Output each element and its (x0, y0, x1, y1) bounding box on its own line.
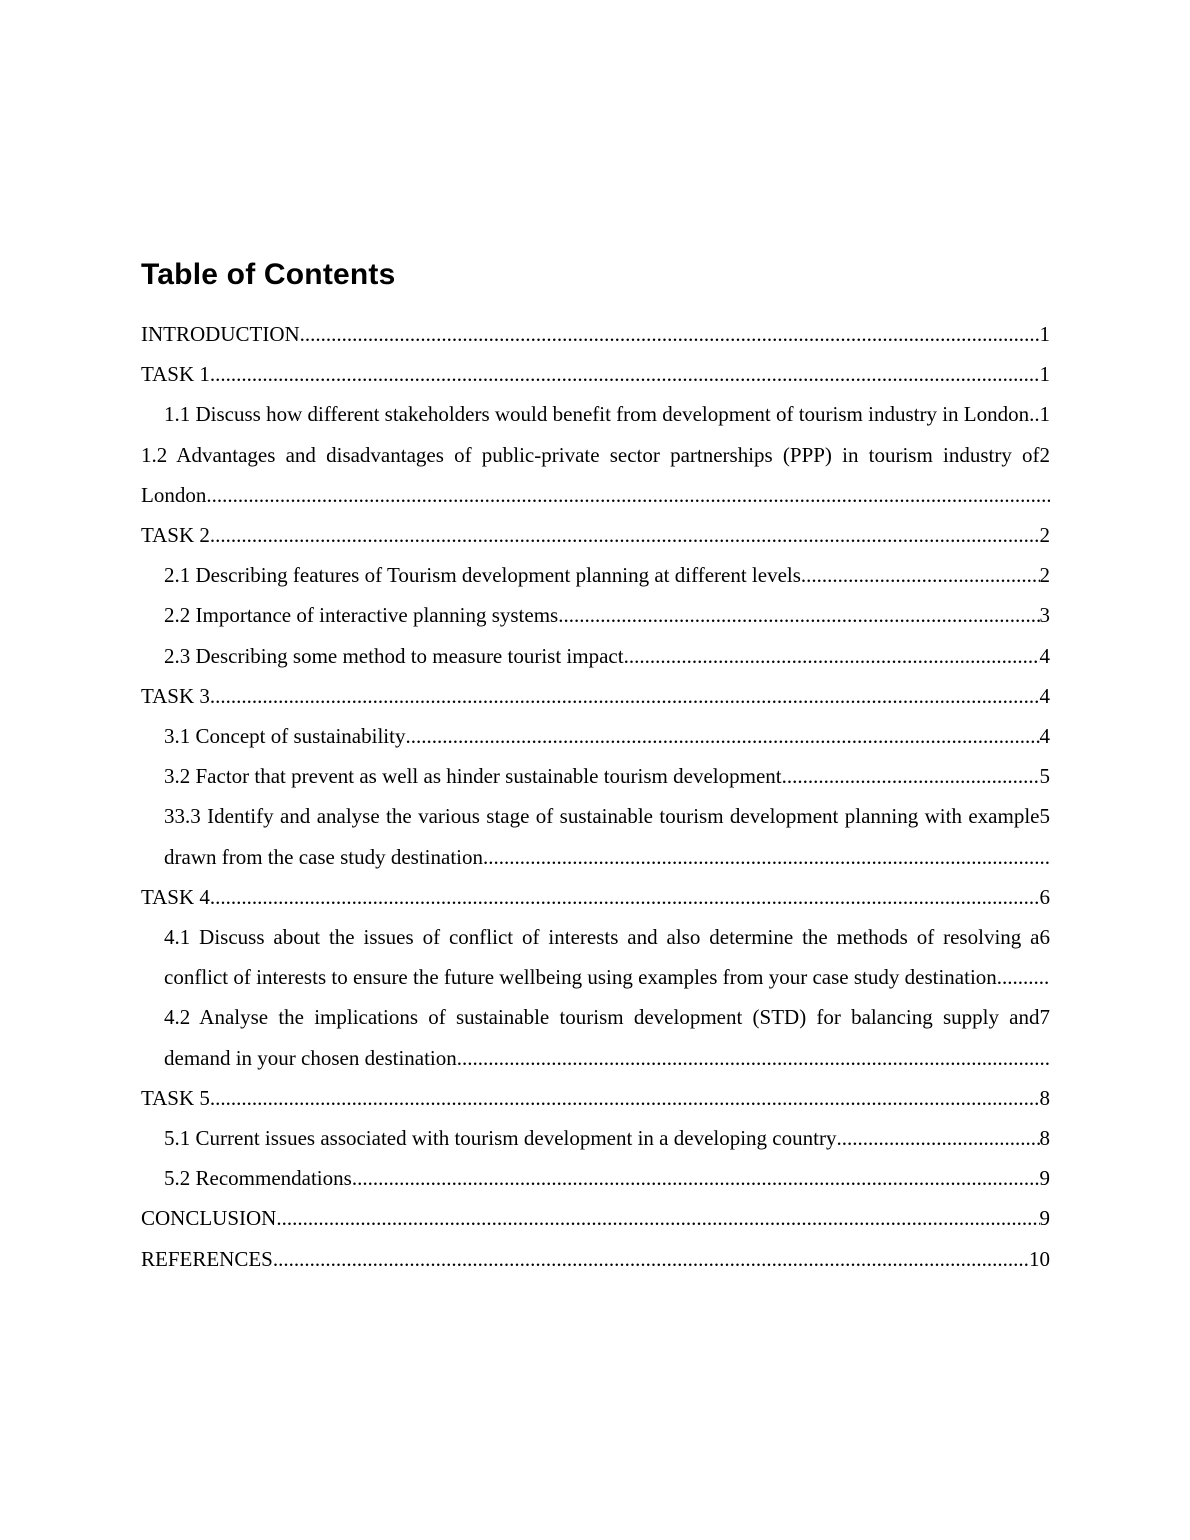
toc-entry-label: TASK 5 (141, 1085, 210, 1110)
toc-entry-label: 5.1 Current issues associated with tourism development in a developing country (164, 1126, 837, 1151)
toc-entry-label: 1.2 Advantages and disadvantages of public-private sector partnerships (PPP) in tourism industry of London (141, 442, 1040, 507)
toc-entry[interactable] (141, 1198, 1050, 1238)
toc-entry[interactable] (141, 435, 1050, 515)
toc-entry-label: 4.2 Analyse the implications of sustainable tourism development (STD) for balancing supply and demand in your chosen destination (164, 1005, 1040, 1070)
toc-page-number: 4 (1040, 716, 1051, 756)
toc-entry-label: 1.1 Discuss how different stakeholders would benefit from development of tourism industry in London (164, 402, 1030, 427)
toc-page-number: 6 (1040, 917, 1051, 957)
toc-entry[interactable] (141, 716, 1050, 756)
toc-entry[interactable] (141, 676, 1050, 716)
toc-entry-label: TASK 3 (141, 683, 210, 708)
toc-entry[interactable] (141, 917, 1050, 997)
toc-entry[interactable] (141, 796, 1050, 876)
toc-entry[interactable] (141, 354, 1050, 394)
toc-entry-label: TASK 1 (141, 362, 210, 387)
toc-entry-label: 2.2 Importance of interactive planning systems (164, 603, 559, 628)
toc-entry-label: TASK 2 (141, 523, 210, 548)
toc-page-number: 10 (1029, 1239, 1050, 1279)
toc-entry-label: 2.3 Describing some method to measure tourist impact (164, 643, 624, 668)
toc-page-number: 3 (1040, 595, 1051, 635)
toc-entry-label: INTRODUCTION (141, 322, 300, 346)
toc-page-number: 2 (1040, 435, 1051, 475)
toc-entry-label: 3.1 Concept of sustainability (164, 724, 406, 749)
toc-entry-label: CONCLUSION (141, 1206, 277, 1231)
toc-page-number: 7 (1040, 997, 1051, 1037)
toc-entry[interactable] (141, 314, 1050, 354)
toc-page-number: 5 (1040, 756, 1051, 796)
toc-page-number: 8 (1040, 1078, 1051, 1118)
toc-page-number: 1 (1040, 394, 1051, 434)
toc-page-number: 1 (1040, 354, 1051, 394)
toc-page-number: 5 (1040, 796, 1051, 836)
toc-page-number: 4 (1040, 636, 1051, 676)
toc-entry[interactable] (141, 1078, 1050, 1118)
toc-entry[interactable] (141, 877, 1050, 917)
toc-page-number: 4 (1040, 676, 1051, 716)
toc-heading: Table of Contents (141, 258, 396, 291)
toc-entry[interactable] (141, 515, 1050, 555)
toc-entry-label: TASK 4 (141, 884, 210, 909)
toc-page-number: 2 (1040, 555, 1051, 595)
toc-page-number: 9 (1040, 1198, 1051, 1238)
toc-entry-label: 5.2 Recommendations (164, 1166, 352, 1191)
table-of-contents (141, 253, 1050, 1279)
toc-entry-label: 33.3 Identify and analyse the various stage of sustainable tourism development planning with example drawn from the case study destination (164, 804, 1040, 869)
toc-page-number: 6 (1040, 877, 1051, 917)
toc-entry[interactable] (141, 636, 1050, 676)
toc-entry[interactable] (141, 1158, 1050, 1198)
toc-entry[interactable] (141, 394, 1050, 434)
toc-entry[interactable] (141, 997, 1050, 1077)
toc-entry[interactable] (141, 595, 1050, 635)
toc-page-number: 2 (1040, 515, 1051, 555)
toc-entry[interactable] (141, 1239, 1050, 1279)
toc-page-number: 1 (1040, 314, 1051, 354)
toc-page-number: 8 (1040, 1118, 1051, 1158)
toc-page-number: 9 (1040, 1158, 1051, 1198)
toc-entry-label: 4.1 Discuss about the issues of conflict of interests and also determine the methods of resolving a conflict of interests to ensure the future wellbeing using examples from your case study destination. (164, 925, 1040, 990)
toc-entry-label: 2.1 Describing features of Tourism development planning at different levels (164, 563, 801, 588)
toc-entry-label: REFERENCES (141, 1246, 273, 1271)
toc-entry[interactable] (141, 1118, 1050, 1158)
toc-entry-label: 3.2 Factor that prevent as well as hinder sustainable tourism development (164, 764, 782, 789)
toc-entry[interactable] (141, 756, 1050, 796)
toc-list (141, 314, 1050, 1279)
toc-entry[interactable] (141, 555, 1050, 595)
